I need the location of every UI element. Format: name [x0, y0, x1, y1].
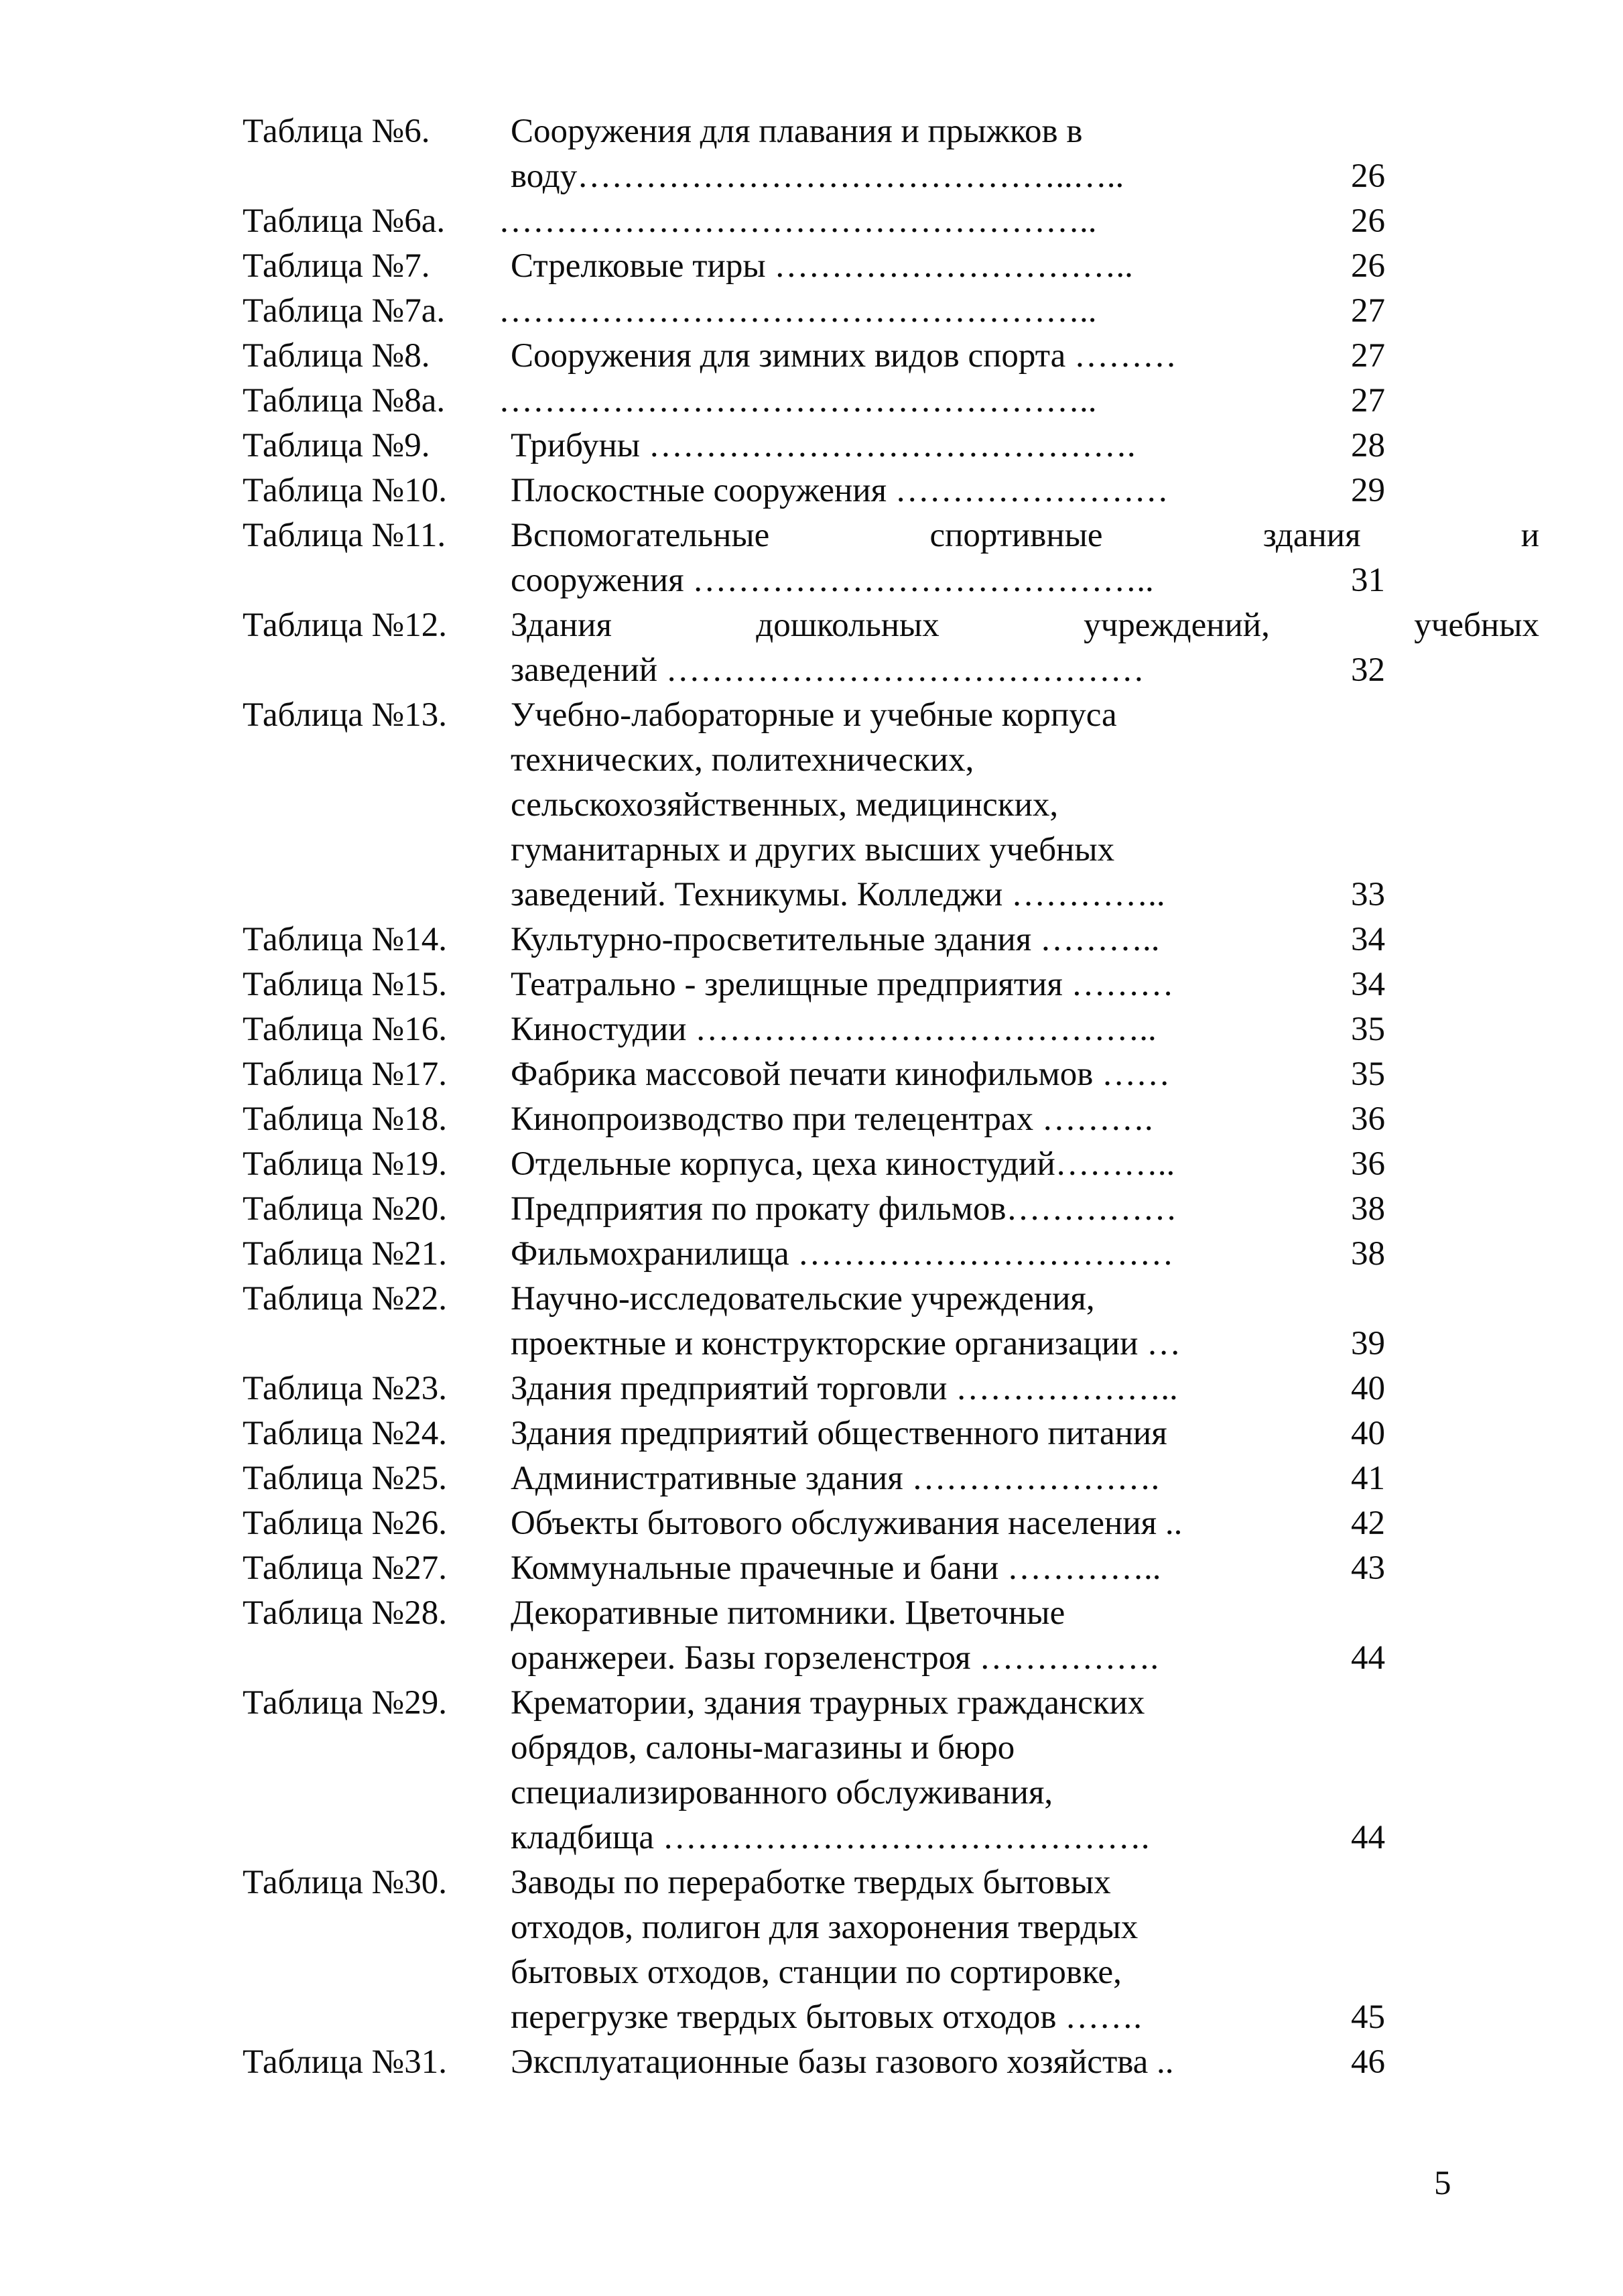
toc-entry-label: Таблица №27.: [243, 1549, 448, 1587]
toc-entry-title: Здания дошкольных учреждений, учебных: [511, 607, 1539, 644]
toc-entry-label: Таблица №6а.: [243, 202, 446, 240]
toc-entry-title: Крематории, здания траурных гражданских: [511, 1684, 1145, 1722]
toc-entry-label: Таблица №12.: [243, 607, 448, 644]
toc-entry-title: Киностудии …………………………………..: [511, 1011, 1157, 1048]
toc-entry-label: Таблица №8.: [243, 337, 430, 375]
toc-entry-title: Эксплуатационные базы газового хозяйства ..: [511, 2043, 1174, 2081]
toc-entry-title: Объекты бытового обслуживания населения ..: [511, 1505, 1183, 1542]
toc-entry-title: Трибуны …………………………………….: [511, 427, 1136, 464]
toc-entry-label: Таблица №9.: [243, 427, 430, 464]
toc-entry-page: 43: [1351, 1549, 1385, 1587]
toc-entry-title: отходов, полигон для захоронения твердых: [511, 1909, 1139, 1946]
toc-entry: [243, 424, 1385, 468]
toc-entry-page: 28: [1351, 427, 1385, 464]
toc-entry-title: Культурно-просветительные здания ………..: [511, 921, 1160, 958]
toc-entry: [243, 917, 1385, 962]
toc-entry-label: Таблица №8а.: [243, 382, 446, 420]
toc-entry-title: проектные и конструкторские организации …: [511, 1325, 1181, 1362]
toc-entry-title: Учебно-лабораторные и учебные корпуса: [511, 696, 1117, 734]
toc-entry-page: 27: [1351, 292, 1385, 330]
toc-entry-label: Таблица №7.: [243, 247, 430, 285]
toc-entry-page: 26: [1351, 157, 1385, 195]
toc-entry-label: Таблица №7а.: [243, 292, 446, 330]
toc-entry-label: Таблица №18.: [243, 1100, 448, 1138]
toc-entry-title: перегрузке твердых бытовых отходов …….: [511, 1998, 1143, 2036]
toc-entry-page: 33: [1351, 876, 1385, 913]
toc-entry-title: Сооружения для зимних видов спорта ………: [511, 337, 1177, 375]
toc-entry-label: Таблица №21.: [243, 1235, 448, 1273]
toc-entry: [243, 379, 1385, 424]
toc-entry-title: сооружения …………………………………..: [511, 562, 1154, 599]
toc-entry: [243, 693, 1385, 917]
toc-entry: [243, 1546, 1385, 1591]
toc-entry-title: Вспомогательные спортивные здания и: [511, 517, 1539, 554]
toc-entry-title: Отдельные корпуса, цеха киностудий………..: [511, 1145, 1175, 1183]
toc-entry-label: Таблица №13.: [243, 696, 448, 734]
toc-entry-title: заведений. Техникумы. Колледжи …………..: [511, 876, 1165, 913]
page-number: 5: [1434, 2165, 1451, 2202]
toc-entry-page: 39: [1351, 1325, 1385, 1362]
toc-entry: [243, 468, 1385, 513]
toc-entry-page: 44: [1351, 1639, 1385, 1677]
toc-entry: [243, 109, 1385, 199]
toc-entry: [243, 1187, 1385, 1232]
toc-entry-page: 27: [1351, 337, 1385, 375]
toc-entry-page: 41: [1351, 1460, 1385, 1497]
toc-entry-label: Таблица №15.: [243, 966, 448, 1003]
toc-entry-page: 36: [1351, 1100, 1385, 1138]
toc-entry-title: Коммунальные прачечные и бани …………..: [511, 1549, 1161, 1587]
toc-entry-title: Заводы по переработке твердых бытовых: [511, 1864, 1111, 1901]
toc-entry-page: 38: [1351, 1235, 1385, 1273]
toc-entry-title: Административные здания ………………….: [511, 1460, 1160, 1497]
toc-entry-title: воду……………………………………..…..: [511, 157, 1124, 195]
toc-entry: [243, 1411, 1385, 1456]
toc-entry-label: Таблица №16.: [243, 1011, 448, 1048]
toc-entry: [243, 199, 1385, 244]
toc-entry-label: Таблица №17.: [243, 1056, 448, 1093]
toc-entry: [243, 334, 1385, 379]
toc-entry-page: 36: [1351, 1145, 1385, 1183]
toc-entry: [243, 1277, 1385, 1366]
toc-entry: [243, 1232, 1385, 1277]
toc-entry-title: гуманитарных и других высших учебных: [511, 831, 1115, 869]
toc-entry-page: 26: [1351, 202, 1385, 240]
toc-entry-title: обрядов, салоны-магазины и бюро: [511, 1729, 1015, 1767]
toc-entry-title: технических, политехнических,: [511, 741, 974, 779]
toc-entry-page: 35: [1351, 1056, 1385, 1093]
toc-entry: [243, 1142, 1385, 1187]
toc-entry-label: Таблица №25.: [243, 1460, 448, 1497]
toc-entry-label: Таблица №19.: [243, 1145, 448, 1183]
toc-entry-title: бытовых отходов, станции по сортировке,: [511, 1954, 1122, 1991]
toc-entry-page: 35: [1351, 1011, 1385, 1048]
toc-entry: [243, 1456, 1385, 1501]
toc-entry-title: Театрально - зрелищные предприятия ………: [511, 966, 1174, 1003]
toc-entry-label: Таблица №30.: [243, 1864, 448, 1901]
toc-entry-label: Таблица №11.: [243, 517, 446, 554]
toc-entry: [243, 1860, 1385, 2040]
toc-entry-label: Таблица №22.: [243, 1280, 448, 1318]
toc-entry-title: специализированного обслуживания,: [511, 1774, 1053, 1811]
toc-entry-page: 44: [1351, 1819, 1385, 1856]
toc-entry-page: 27: [1351, 382, 1385, 420]
toc-entry: [243, 1681, 1385, 1860]
toc-entry-page: 34: [1351, 966, 1385, 1003]
toc-entry: [243, 1097, 1385, 1142]
toc-entry: [243, 513, 1539, 603]
toc-entry: [243, 289, 1385, 334]
toc-entry-page: 45: [1351, 1998, 1385, 2036]
toc-entry-page: 42: [1351, 1505, 1385, 1542]
toc-entry-label: Таблица №28.: [243, 1594, 448, 1632]
toc-entry-title: Здания предприятий общественного питания: [511, 1415, 1167, 1452]
toc-entry-page: 29: [1351, 472, 1385, 509]
toc-entry-label: Таблица №6.: [243, 113, 430, 150]
toc-entry-label: Таблица №31.: [243, 2043, 448, 2081]
toc-entry-label: Таблица №23.: [243, 1370, 448, 1407]
toc-entry-title: Сооружения для плавания и прыжков в: [511, 113, 1083, 150]
toc-entry-title: Здания предприятий торговли ………………..: [511, 1370, 1178, 1407]
toc-entry-page: 34: [1351, 921, 1385, 958]
toc-entry-title: Плоскостные сооружения ……………………: [511, 472, 1169, 509]
toc-entry-label: Таблица №20.: [243, 1190, 448, 1228]
toc-entry-title: ……………………………………………..: [499, 292, 1097, 330]
toc-entry-label: Таблица №29.: [243, 1684, 448, 1722]
toc-entry: [243, 244, 1385, 289]
toc-entry-title: оранжереи. Базы горзеленстроя …………….: [511, 1639, 1159, 1677]
toc-entry-label: Таблица №14.: [243, 921, 448, 958]
toc-entry-title: кладбища …………………………………….: [511, 1819, 1150, 1856]
toc-entry: [243, 1501, 1385, 1546]
toc-entry-label: Таблица №24.: [243, 1415, 448, 1452]
toc-entry-page: 40: [1351, 1415, 1385, 1452]
toc-entry: [243, 2040, 1385, 2085]
toc-entry-title: Кинопроизводство при телецентрах ……….: [511, 1100, 1153, 1138]
toc-entry: [243, 1007, 1385, 1052]
toc-entry-page: 32: [1351, 651, 1385, 689]
toc-entry: [243, 1591, 1385, 1681]
table-of-contents: [243, 109, 1539, 2085]
toc-entry-page: 26: [1351, 247, 1385, 285]
toc-entry-title: ……………………………………………..: [499, 202, 1097, 240]
toc-entry-page: 38: [1351, 1190, 1385, 1228]
toc-entry-title: сельскохозяйственных, медицинских,: [511, 786, 1059, 824]
toc-entry-title: Стрелковые тиры …………………………..: [511, 247, 1133, 285]
toc-entry-title: заведений ……………………………………: [511, 651, 1145, 689]
toc-entry: [243, 603, 1539, 693]
toc-entry-label: Таблица №10.: [243, 472, 448, 509]
toc-entry-title: Фильмохранилища ……………………………: [511, 1235, 1174, 1273]
toc-entry-title: Предприятия по прокату фильмов……………: [511, 1190, 1177, 1228]
toc-entry-title: Научно-исследовательские учреждения,: [511, 1280, 1095, 1318]
toc-entry-page: 31: [1351, 562, 1385, 599]
toc-entry-label: Таблица №26.: [243, 1505, 448, 1542]
toc-entry-title: Декоративные питомники. Цветочные: [511, 1594, 1065, 1632]
toc-entry-page: 46: [1351, 2043, 1385, 2081]
toc-entry: [243, 1366, 1385, 1411]
toc-entry-page: 40: [1351, 1370, 1385, 1407]
toc-entry-title: Фабрика массовой печати кинофильмов ……: [511, 1056, 1171, 1093]
toc-entry: [243, 962, 1385, 1007]
toc-entry: [243, 1052, 1385, 1097]
toc-entry-title: ……………………………………………..: [499, 382, 1097, 420]
